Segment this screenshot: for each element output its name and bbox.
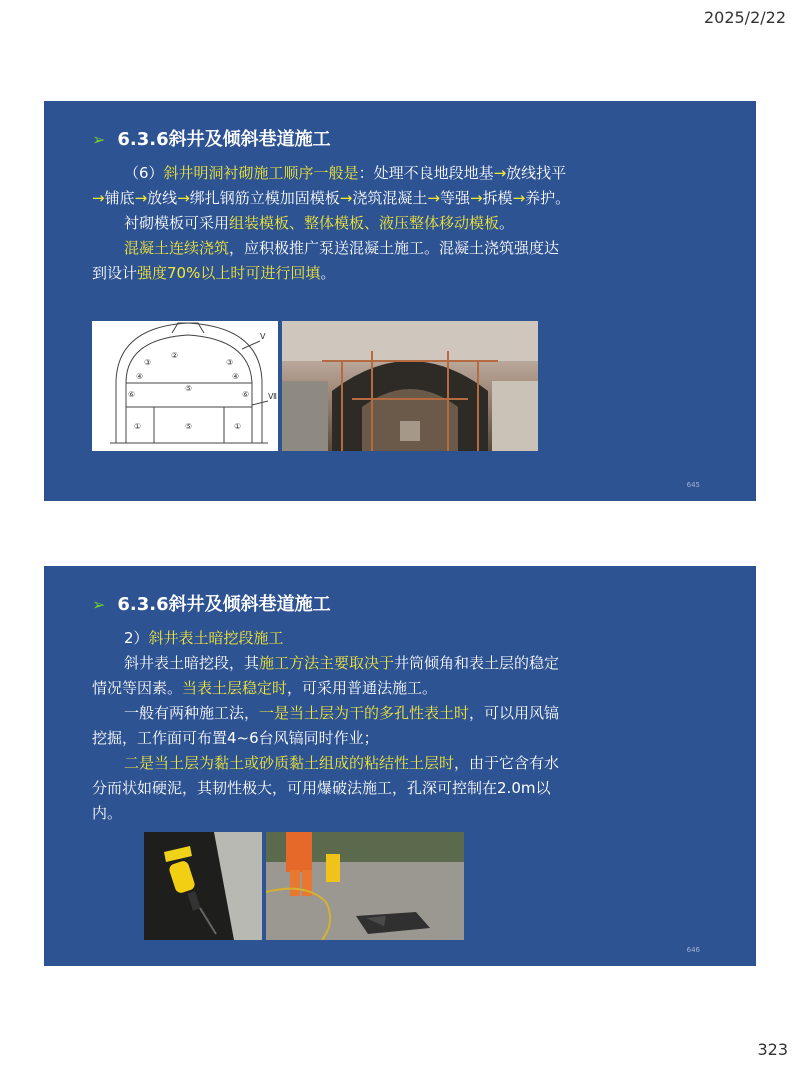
slide-title: ➢ 6.3.6斜井及倾斜巷道施工	[92, 129, 331, 150]
drawing-label: ⑤	[185, 384, 193, 393]
page-number: 323	[757, 1040, 788, 1059]
paragraph-heading: 2）斜井表土暗挖段施工	[124, 629, 284, 647]
slide-number: 646	[686, 946, 700, 954]
slide-number: 645	[686, 481, 700, 489]
drawing-label: ⑤	[185, 422, 193, 431]
arrow-bullet-icon: ➢	[92, 130, 106, 149]
drawing-label: ⑥	[242, 390, 250, 399]
paragraph-concrete: 混凝土连续浇筑，应积极推广泵送混凝土施工。混凝土浇筑强度达到设计强度70%以上时可进行回填。	[92, 239, 560, 282]
slide-body	[92, 626, 572, 826]
lining-sequence-drawing	[92, 321, 278, 451]
drawing-label: Ⅶ	[268, 392, 277, 401]
drawing-label: ①	[234, 422, 242, 431]
pavement-breaking-photo	[266, 832, 464, 940]
slide-646	[44, 566, 756, 966]
drawing-label: ④	[232, 372, 240, 381]
drawing-label: ②	[171, 351, 179, 360]
drawing-label: V	[260, 332, 266, 341]
paragraph-method-one: 一般有两种施工法，一是当土层为干的多孔性表土时，可以用风镐挖掘，工作面可布置4~6台风镐同时作业；	[92, 704, 560, 747]
paragraph-formwork: 衬砌模板可采用组装模板、整体模板、液压整体移动模板。	[124, 214, 515, 232]
paragraph-construction-sequence: （6）斜井明洞衬砌施工顺序一般是：处理不良地段地基→放线找平→铺底→放线→绑扎钢筋立模加固模板→浇筑混凝土→等强→拆模→养护。	[92, 164, 571, 207]
drawing-label: ⑥	[128, 390, 136, 399]
tunnel-formwork-photo	[282, 321, 538, 451]
drawing-label: ④	[136, 372, 144, 381]
slide-645	[44, 101, 756, 501]
pneumatic-pick-photo	[144, 832, 262, 940]
paragraph-method-two: 二是当土层为黏土或砂质黏土组成的粘结性土层时，由于它含有水分而状如硬泥，其韧性极大，可用爆破法施工，孔深可控制在2.0m以内。	[92, 754, 560, 822]
slide-body	[92, 161, 572, 286]
slide-title: ➢ 6.3.6斜井及倾斜巷道施工	[92, 594, 331, 615]
drawing-label: ③	[226, 358, 234, 367]
paragraph-method: 斜井表土暗挖段，其施工方法主要取决于井筒倾角和表土层的稳定情况等因素。当表土层稳定时，可采用普通法施工。	[92, 654, 560, 697]
drawing-label: ①	[134, 422, 142, 431]
arrow-bullet-icon: ➢	[92, 595, 106, 614]
drawing-label: ③	[144, 358, 152, 367]
page-date: 2025/2/22	[703, 8, 786, 27]
